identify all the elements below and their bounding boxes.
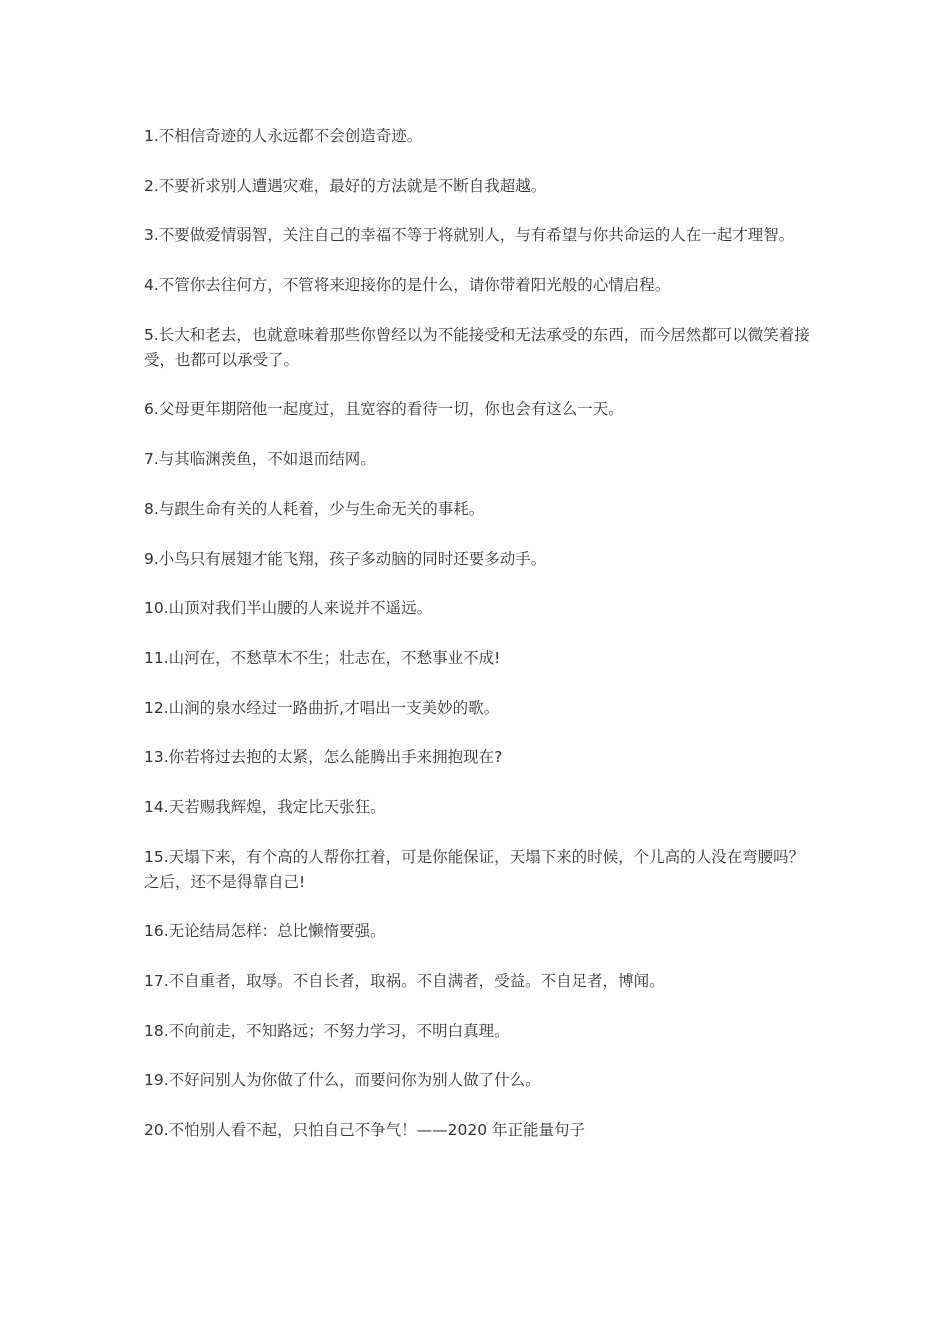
quote-item-20: 20.不怕别人看不起，只怕自己不争气！——2020 年正能量句子 — [144, 1121, 586, 1140]
quote-item-9: 9.小鸟只有展翅才能飞翔，孩子多动脑的同时还要多动手。 — [144, 549, 547, 568]
quote-item-11: 11.山河在，不愁草木不生；壮志在，不愁事业不成! — [144, 648, 501, 667]
quote-item-7: 7.与其临渊羡鱼，不如退而结网。 — [144, 450, 376, 469]
quote-item-14: 14.天若赐我辉煌，我定比天张狂。 — [144, 797, 386, 816]
quote-item-2: 2.不要祈求别人遭遇灾难，最好的方法就是不断自我超越。 — [144, 176, 547, 195]
quote-item-13: 13.你若将过去抱的太紧，怎么能腾出手来拥抱现在? — [144, 748, 503, 767]
quote-item-8: 8.与跟生命有关的人耗着，少与生命无关的事耗。 — [144, 499, 485, 518]
quote-item-10: 10.山顶对我们半山腰的人来说并不遥远。 — [144, 599, 433, 618]
quote-item-17: 17.不自重者，取辱。不自长者，取祸。不自满者，受益。不自足者，博闻。 — [144, 972, 665, 990]
quote-item-19: 19.不好问别人为你做了什么，而要问你为别人做了什么。 — [144, 1071, 541, 1090]
quote-item-4: 4.不管你去往何方，不管将来迎接你的是什么，请你带着阳光般的心情启程。 — [144, 276, 671, 295]
quote-item-12: 12.山涧的泉水经过一路曲折,才唱出一支美妙的歌。 — [144, 698, 500, 717]
quote-item-6: 6.父母更年期陪他一起度过，且宽容的看待一切，你也会有这么一天。 — [144, 400, 624, 419]
quote-item-16: 16.无论结局怎样：总比懒惰要强。 — [144, 922, 386, 941]
quote-item-1: 1.不相信奇迹的人永远都不会创造奇迹。 — [144, 127, 423, 145]
quote-item-15: 15.天塌下来，有个高的人帮你扛着，可是你能保证，天塌下来的时候，个儿高的人没在弯腰吗？之后，还不是得靠自己! — [144, 847, 805, 891]
quote-item-18: 18.不向前走，不知路远；不努力学习，不明白真理。 — [144, 1021, 510, 1040]
quote-item-3: 3.不要做爱情弱智，关注自己的幸福不等于将就别人，与有希望与你共命运的人在一起才理智。 — [144, 226, 795, 245]
quote-item-5: 5.长大和老去，也就意味着那些你曾经以为不能接受和无法承受的东西，而今居然都可以微笑着接受，也都可以承受了。 — [144, 325, 810, 369]
quote-list — [144, 124, 812, 1168]
